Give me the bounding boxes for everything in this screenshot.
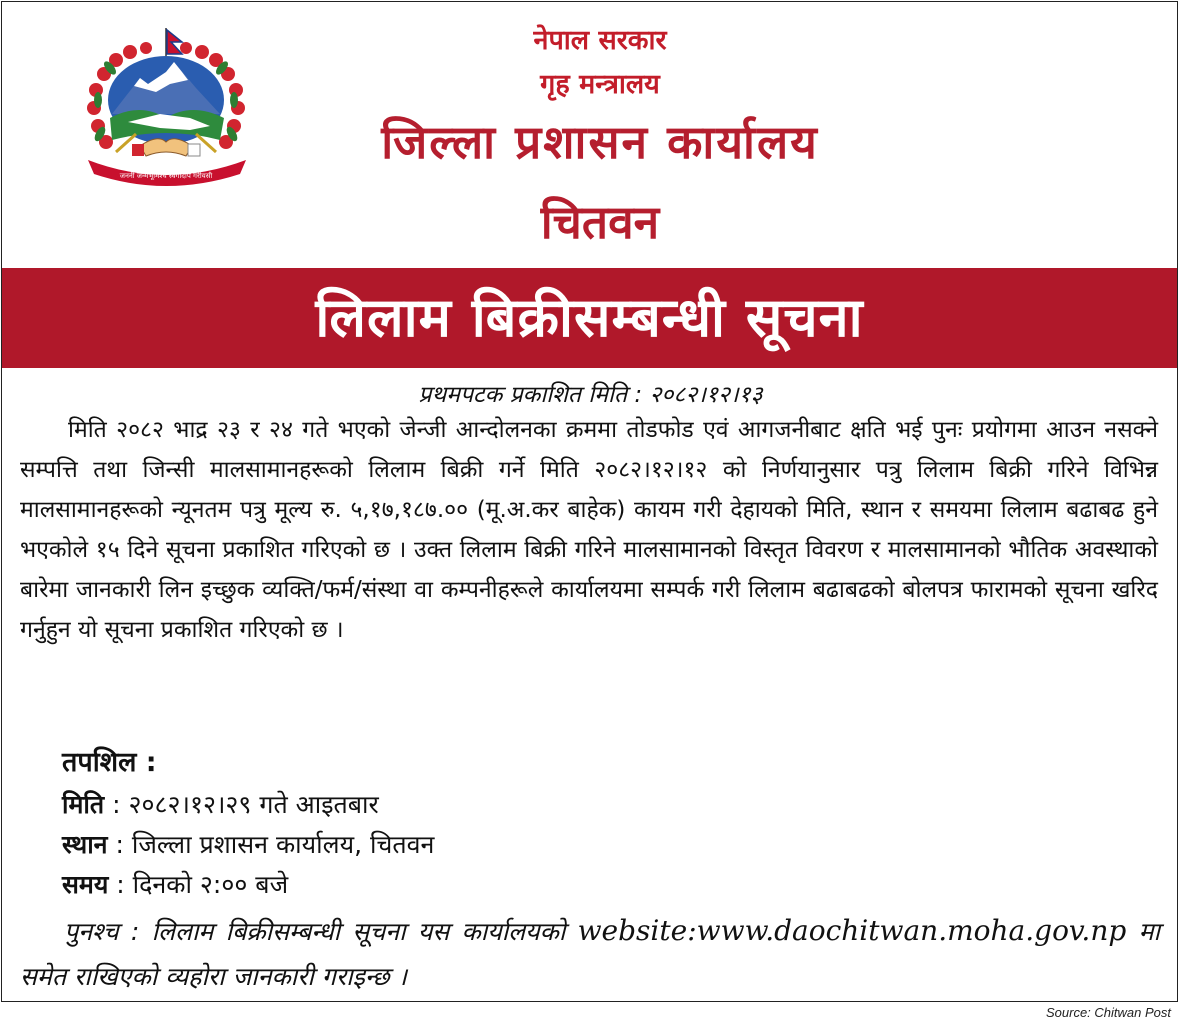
flag-icon [166, 28, 182, 60]
postscript-prefix: पुनश्च : लिलाम बिक्रीसम्बन्धी सूचना यस कार्यालयको [64, 917, 578, 946]
postscript [20, 908, 1160, 999]
postscript-suffix: मा समेत राखिएको व्यहोरा जानकारी गराइन्छ । [20, 917, 1160, 991]
details-heading-label: तपशिल [62, 747, 137, 778]
place-label: स्थान [62, 830, 108, 859]
source-credit: Source: Chitwan Post [1045, 1005, 1171, 1020]
date-value: : २०८२।१२।२९ गते आइतबार [104, 790, 379, 819]
details-date-row [62, 787, 379, 821]
time-value: : दिनको २:०० बजे [108, 870, 289, 899]
notice-title-banner: लिलाम बिक्रीसम्बन्धी सूचना [2, 268, 1177, 368]
date-label: मिति [62, 790, 105, 819]
emblem-motto: जननी जन्मभूमिश्च स्वर्गादपि गरीयसी [119, 172, 213, 180]
details-heading-colon: : [136, 747, 157, 778]
details-place-row [62, 827, 434, 861]
details-time-row [62, 867, 288, 901]
website-link[interactable]: website:www.daochitwan.moha.gov.np [577, 914, 1127, 947]
office-name: जिल्ला प्रशासन कार्यालय [381, 115, 819, 169]
details-heading [62, 742, 157, 779]
district-name: चितवन [540, 195, 660, 249]
time-label: समय [62, 870, 109, 899]
nepal-emblem-icon [70, 22, 265, 192]
handshake-icon [132, 139, 200, 156]
ministry-name: गृह मन्त्रालय [540, 69, 660, 100]
place-value: : जिल्ला प्रशासन कार्यालय, चितवन [107, 830, 435, 859]
notice-body: मिति २०८२ भाद्र २३ र २४ गते भएको जेन्जी आन्दोलनका क्रममा तोडफोड एवं आगजनीबाट क्षति भई पुनः प्रयोगमा आउन नसक्ने सम्पत्ति तथा जिन्सी मालसामानहरूको लिलाम बिक्री गर्ने मिति २०८२।१२।१२ को निर्णयानुसार पत्रु लिलाम बिक्री गरिने विभिन्न मालसामानहरूको न्यूनतम पत्रु मूल्य रु. ५,१७,१८७.०० (मू.अ.कर बाहेक) कायम गरी देहायको मिति, स्थान र समयमा लिलाम बढाबढ हुने भएकोले १५ दिने सूचना प्रकाशित गरिएको छ । उक्त लिलाम बिक्री गरिने मालसामानको विस्तृत विवरण र मालसामानको भौतिक अवस्थाको बारेमा जानकारी लिन इच्छुक व्यक्ति/फर्म/संस्था वा कम्पनीहरूले कार्यालयमा सम्पर्क गरी लिलाम बढाबढको बोलपत्र फारामको सूचना खरिद गर्नुहुन यो सूचना प्रकाशित गरिएको छ । [20, 417, 1158, 643]
government-name: नेपाल सरकार [533, 25, 667, 56]
publish-date: प्रथमपटक प्रकाशित मिति : २०८२।१२।१३ [418, 382, 763, 408]
